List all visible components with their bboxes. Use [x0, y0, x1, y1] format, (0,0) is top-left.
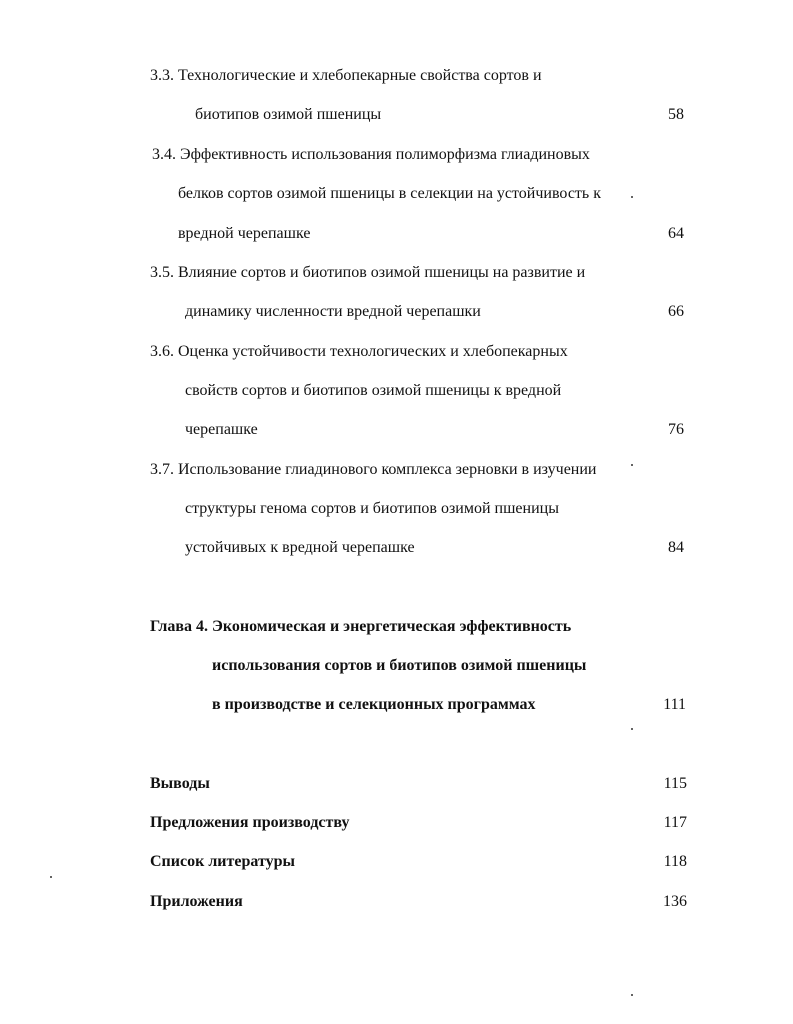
toc-page-number: 111	[663, 696, 686, 713]
toc-page-number: 64	[668, 225, 684, 242]
toc-entry-label: Предложения производству	[150, 814, 350, 831]
toc-entry-title-line: устойчивых к вредной черепашке	[185, 539, 415, 556]
toc-entry-label: Выводы	[150, 775, 210, 792]
toc-page-number: 58	[668, 106, 684, 123]
toc-entry-title-line: белков сортов озимой пшеницы в селекции на устойчивость к	[178, 185, 601, 202]
toc-page-number: 115	[663, 775, 687, 792]
toc-page-number: 66	[668, 303, 684, 320]
scan-speck	[631, 464, 633, 466]
toc-chapter-title-line: в производстве и селекционных программах	[212, 696, 536, 713]
toc-page-number: 136	[663, 893, 687, 910]
scan-speck	[631, 196, 633, 198]
toc-page-number: 84	[668, 539, 684, 556]
toc-entry-title-line: 3.5. Влияние сортов и биотипов озимой пшеницы на развитие и	[150, 264, 586, 281]
toc-entry-title-line: вредной черепашке	[178, 225, 311, 242]
toc-entry-title-line: 3.7. Использование глиадинового комплекса зерновки в изучении	[150, 461, 597, 478]
toc-entry-label: Список литературы	[150, 853, 295, 870]
scan-speck	[50, 876, 52, 878]
toc-entry-title-line: биотипов озимой пшеницы	[195, 106, 382, 123]
toc-entry-title-line: структуры генома сортов и биотипов озимой пшеницы	[185, 500, 559, 517]
scan-speck	[631, 728, 633, 730]
toc-entry-label: Приложения	[150, 893, 243, 910]
toc-entry-title-line: 3.4. Эффективность использования полиморфизма глиадиновых	[152, 146, 590, 163]
scan-speck	[631, 994, 633, 996]
toc-page-number: 117	[663, 814, 687, 831]
toc-chapter-title-line: Глава 4. Экономическая и энергетическая эффективность	[150, 618, 572, 635]
toc-entry-title-line: черепашке	[185, 421, 258, 438]
toc-entry-title-line: свойств сортов и биотипов озимой пшеницы к вредной	[185, 382, 562, 399]
toc-page-number: 76	[668, 421, 684, 438]
toc-entry-title-line: 3.3. Технологические и хлебопекарные свойства сортов и	[150, 67, 542, 84]
toc-page-number: 118	[663, 853, 687, 870]
toc-entry-title-line: 3.6. Оценка устойчивости технологических и хлебопекарных	[150, 343, 568, 360]
toc-entry-title-line: динамику численности вредной черепашки	[185, 303, 481, 320]
toc-chapter-title-line: использования сортов и биотипов озимой пшеницы	[212, 657, 587, 674]
